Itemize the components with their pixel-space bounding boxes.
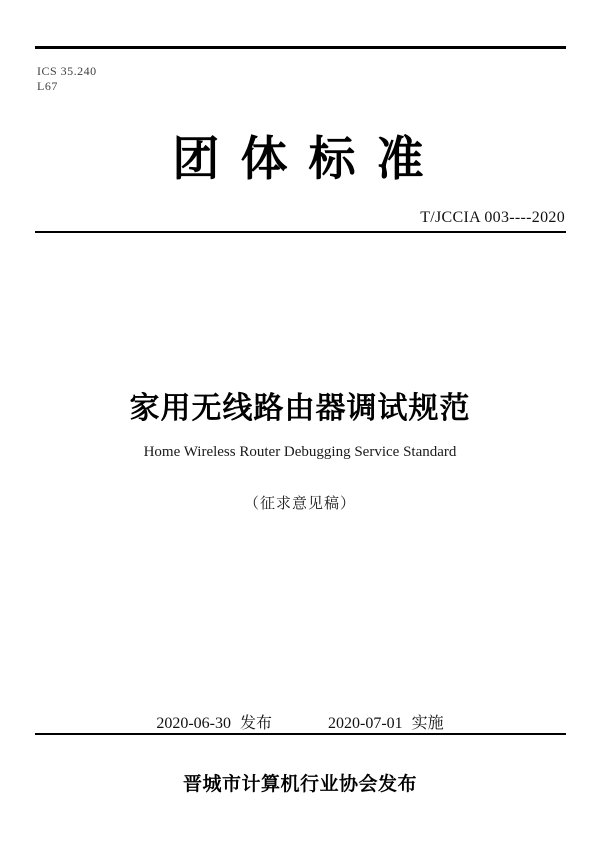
publisher-name: 晋城市计算机行业协会 — [182, 774, 378, 795]
issue-date-item — [156, 710, 272, 733]
main-title-chinese: 家用无线路由器调试规范 — [129, 392, 471, 425]
class-code: L67 — [37, 79, 58, 93]
main-title-english: Home Wireless Router Debugging Service Standard — [143, 444, 457, 460]
issue-date: 2020-06-30 — [156, 715, 231, 732]
implement-date: 2020-07-01 — [328, 715, 403, 732]
publisher-line — [0, 769, 600, 796]
ics-code: ICS 35.240 — [37, 64, 97, 78]
draft-status-note: （征求意见稿） — [243, 496, 356, 512]
top-rule — [35, 46, 566, 49]
document-type-title: 团 体 标 准 — [172, 132, 428, 185]
footer-rule — [35, 733, 566, 735]
issue-date-label: 发布 — [239, 715, 272, 732]
classification-codes — [37, 64, 97, 94]
implement-date-label: 实施 — [411, 715, 444, 732]
publisher-action-label: 发布 — [378, 774, 418, 795]
standard-number: T/JCCIA 003----2020 — [420, 209, 565, 226]
implement-date-item — [328, 710, 444, 733]
dates-row — [0, 710, 600, 733]
header-rule — [35, 231, 566, 233]
